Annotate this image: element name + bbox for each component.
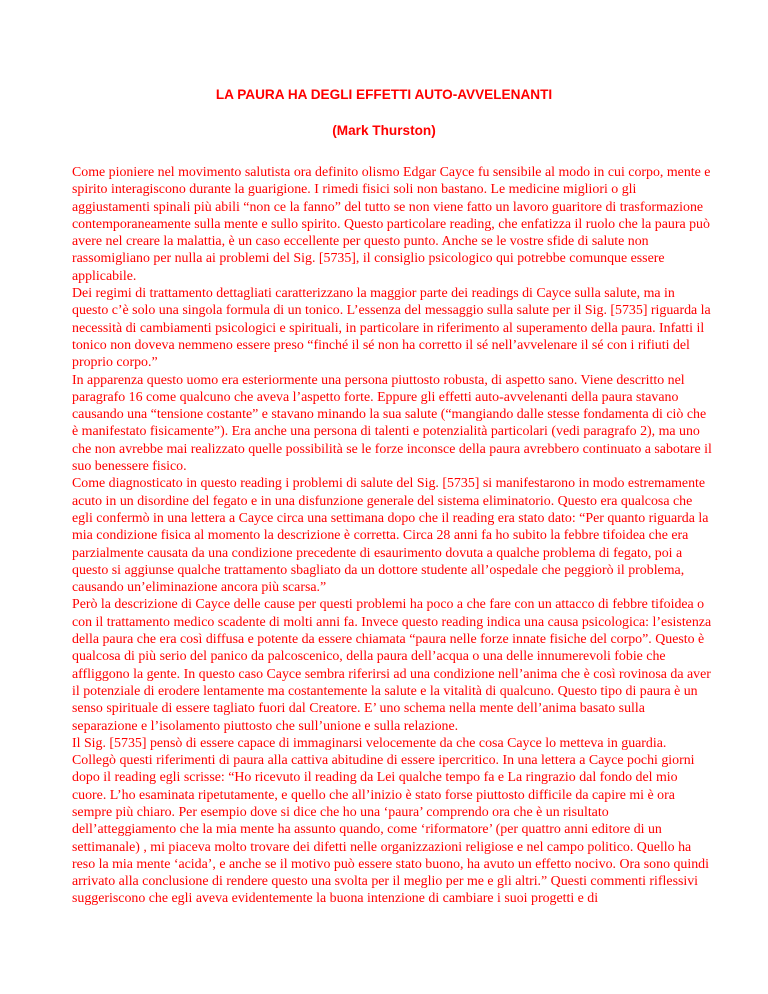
paragraph: Però la descrizione di Cayce delle cause per questi problemi ha poco a che fare con un attacco di febbre tifoidea o con il trattamento medico scadente di molti anni fa. Invece questo reading indica una causa psicologica: l’esistenza della paura che era così diffusa e potente da essere chiamata “paura nelle forze innate fisiche del corpo”. Questo è qualcosa di più serio del panico da palcoscenico, della paura dell’acqua o una delle innumerevoli fobie che affliggono la gente. In questo caso Cayce sembra riferirsi ad una condizione nell’anima che è così rovinosa da aver il potenziale di erodere lentamente ma costantemente la salute e la vitalità di qualcuno. Questo tipo di paura è un senso spirituale di essere tagliato fuori dal Creatore. E’ uno schema nella mente dell’anima basato sulla separazione e l’isolamento piuttosto che sull’unione e sulla relazione. (72, 597, 712, 734)
document-body (72, 164, 712, 908)
document-author: (Mark Thurston) (332, 123, 436, 138)
paragraph: In apparenza questo uomo era esteriormente una persona piuttosto robusta, di aspetto sano. Viene descritto nel paragrafo 16 come qualcuno che aveva l’aspetto forte. Eppure gli effetti auto-avvelenanti della paura stavano causando una “tensione costante” e stavano minando la sua salute (“mangiando dalle stesse fondamenta di ciò che è manifestato fisicamente”). Era anche una persona di talenti e potenzialità particolari (vedi paragrafo 2), ma uno che non avrebbe mai realizzato quelle possibilità se le forze inconsce della paura avrebbero continuato a sabotare il suo benessere fisico. (72, 372, 712, 475)
paragraph: Il Sig. [5735] pensò di essere capace di immaginarsi velocemente da che cosa Cayce lo metteva in guardia. Collegò questi riferimenti di paura alla cattiva abitudine di essere ipercritico. In una lettera a Cayce pochi giorni dopo il reading egli scrisse: “Ho ricevuto il reading da Lei qualche tempo fa e La ringrazio dal fondo del mio cuore. L’ho esaminata ripetutamente, e quello che all’inizio è stato forse piuttosto difficile da capire mi è ora sempre più chiaro. Per esempio dove si dice che ho una ‘paura’ comprendo ora che è un risultato dell’atteggiamento che la mia mente ha assunto quando, come ‘riformatore’ (per quattro anni editore di un settimanale) , mi piaceva molto trovare dei difetti nelle organizzazioni religiose e nel campo politico. Quello ha reso la mia mente ‘acida’, e anche se il motivo può essere stato buono, ha avuto un effetto nocivo. Ora sono quindi arrivato alla conclusione di rendere questo una svolta per il meglio per me e gli altri.” Questi commenti riflessivi suggeriscono che egli aveva evidentemente la buona intenzione di cambiare i suoi progetti e di (72, 735, 709, 907)
paragraph: Dei regimi di trattamento dettagliati caratterizzano la maggior parte dei readings di Cayce sulla salute, ma in questo c’è solo una singola formula di un tonico. L’essenza del messaggio sulla salute per il Sig. [5735] riguarda la necessità di cambiamenti psicologici e spirituali, in particolare in riferimento al superamento della paura. Infatti il tonico non doveva nemmeno essere preso “finché il sé non ha corretto il sé nell’avvelenare il sé con i rifiuti del proprio corpo.” (72, 286, 711, 371)
paragraph: Come pioniere nel movimento salutista ora definito olismo Edgar Cayce fu sensibile al modo in cui corpo, mente e spirito interagiscono durante la guarigione. I rimedi fisici soli non bastano. Le medicine migliori o gli aggiustamenti spinali più abili “non ce la fanno” del tutto se non viene fatto un lavoro guaritore di trasformazione contemporaneamente sulla mente e sullo spirito. Questo particolare reading, che enfatizza il ruolo che la paura può avere nel creare la malattia, è un caso eccellente per questo punto. Anche se le vostre sfide di salute non rassomigliano per nulla ai problemi del Sig. [5735], il consiglio psicologico qui potrebbe comunque essere applicabile. (72, 165, 711, 284)
document-title: LA PAURA HA DEGLI EFFETTI AUTO-AVVELENANTI (215, 87, 553, 102)
paragraph: Come diagnosticato in questo reading i problemi di salute del Sig. [5735] si manifestarono in modo estremamente acuto in un disordine del fegato e in una disfunzione generale del sistema eliminatorio. Questo era qualcosa che egli confermò in una lettera a Cayce circa una settimana dopo che il reading era stato dato: “Per quanto riguarda la mia condizione fisica al momento la descrizione è corretta. Circa 28 anni fa ho subito la febbre tifoidea che era parzialmente causata da una condizione precedente di esaurimento dovuta a qualche problema di fegato, poi a questo si aggiunse qualche trattamento sbagliato da un dottore studente all’ospedale che peggiorò il problema, causando un’eliminazione ancora più scarsa.” (72, 476, 709, 596)
